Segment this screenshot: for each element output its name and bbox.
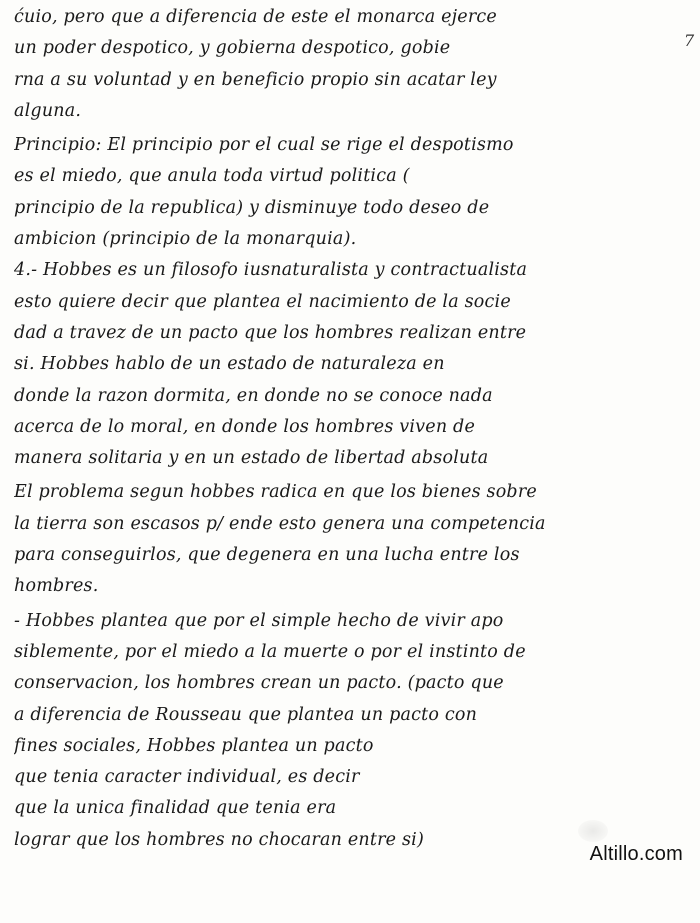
text-line: hombres. <box>14 576 99 597</box>
text-line: alguna. <box>14 100 82 121</box>
text-line: 4.- Hobbes es un filosofo iusnaturalista y contractualista <box>14 260 528 281</box>
text-line: ambicion (principio de la monarquia). <box>14 229 357 250</box>
text-line: principio de la republica) y disminuye todo deseo de <box>14 197 490 218</box>
text-line: que tenia caracter individual, es decir <box>14 767 360 788</box>
text-line: un poder despotico, y gobierna despotico, gobie <box>14 38 451 59</box>
text-line: - Hobbes plantea que por el simple hecho de vivir apo <box>14 610 504 631</box>
ink-smudge <box>578 820 608 842</box>
margin-page-number: 7 <box>684 31 695 50</box>
handwritten-text <box>14 2 686 856</box>
text-line: El problema segun hobbes radica en que los bienes sobre <box>14 482 537 503</box>
text-line: conservacion, los hombres crean un pacto. (pacto que <box>14 673 504 694</box>
text-line: siblemente, por el miedo a la muerte o por el instinto de <box>14 641 526 662</box>
text-line: si. Hobbes hablo de un estado de naturaleza en <box>14 354 445 375</box>
text-line: dad a travez de un pacto que los hombres realizan entre <box>14 322 527 343</box>
text-line: la tierra son escasos p/ ende esto genera una competencia <box>14 513 546 534</box>
text-line: donde la razon dormita, en donde no se conoce nada <box>14 385 493 406</box>
text-line: fines sociales, Hobbes plantea un pacto <box>14 735 374 756</box>
text-line: para conseguirlos, que degenera en una lucha entre los <box>14 545 520 566</box>
text-line: Principio: El principio por el cual se rige el despotismo <box>14 135 514 156</box>
text-line: es el miedo, que anula toda virtud politica ( <box>14 166 410 187</box>
text-line: que la unica finalidad que tenia era <box>14 798 337 819</box>
watermark-logo: Altillo.com <box>589 843 683 865</box>
text-line: acerca de lo moral, en donde los hombres viven de <box>14 416 476 437</box>
text-line: manera solitaria y en un estado de libertad absoluta <box>14 448 489 469</box>
text-line: esto quiere decir que plantea el nacimiento de la socie <box>14 291 511 312</box>
text-line: ćuio, pero que a diferencia de este el monarca ejerce <box>14 7 497 27</box>
text-line: lograr que los hombres no chocaran entre si) <box>14 829 424 850</box>
text-line: rna a su voluntad y en beneficio propio sin acatar ley <box>14 69 497 90</box>
text-line: a diferencia de Rousseau que plantea un pacto con <box>14 704 478 725</box>
